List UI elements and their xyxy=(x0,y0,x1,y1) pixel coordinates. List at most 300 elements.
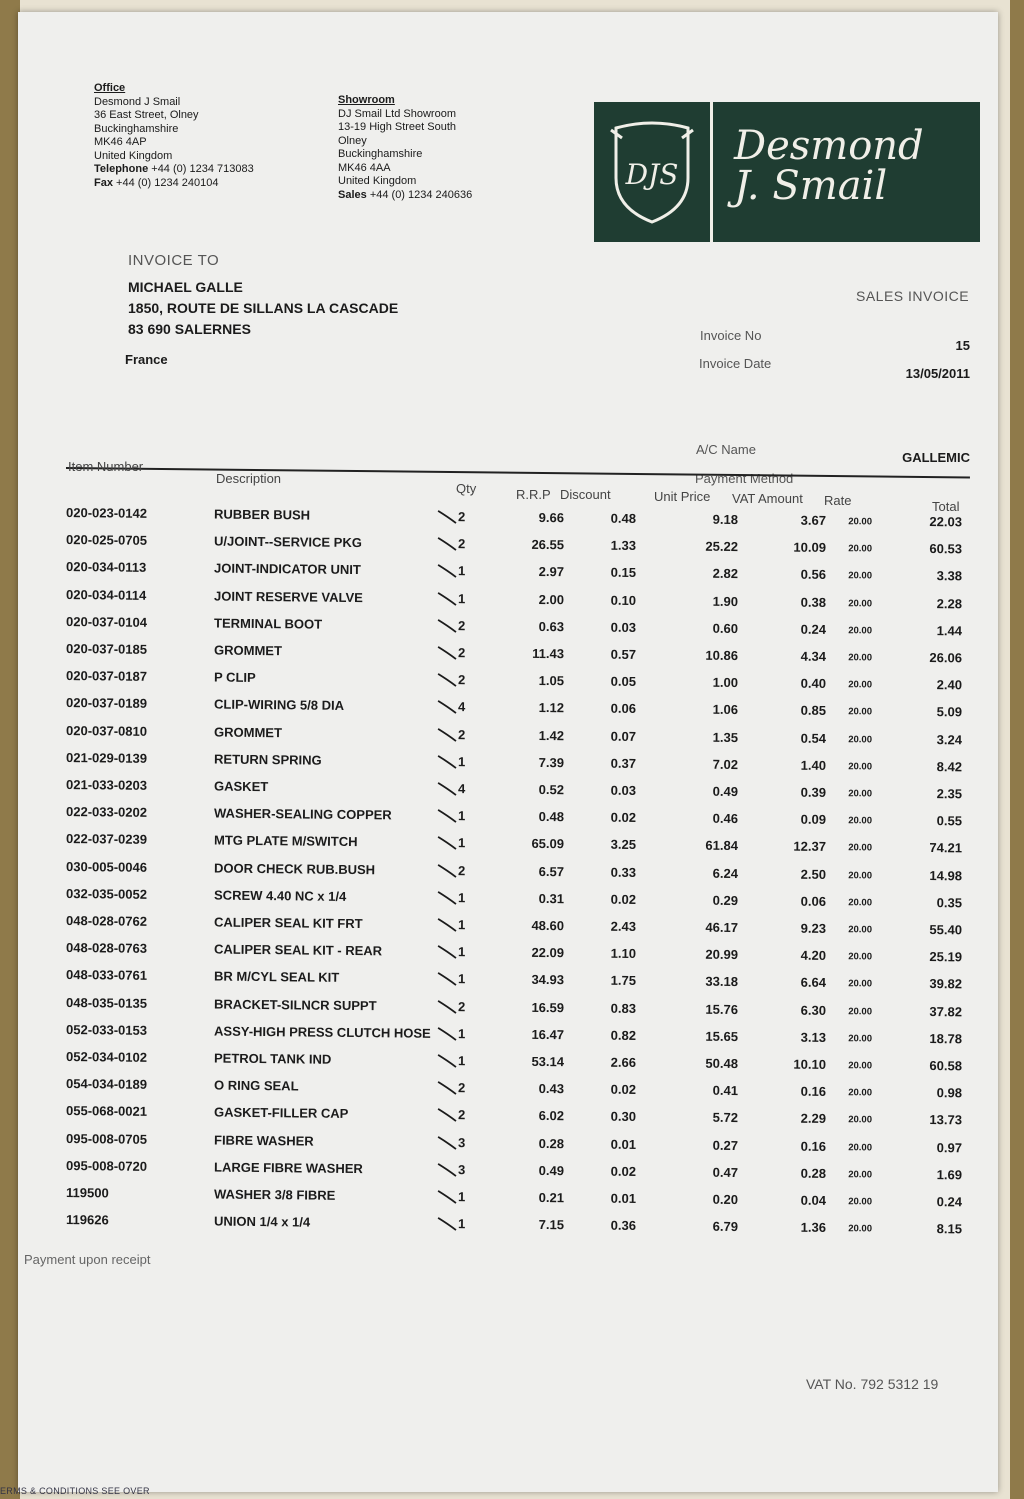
unit-price-cell: 0.60 xyxy=(712,620,739,636)
item-number-cell: 020-037-0104 xyxy=(65,613,148,630)
checkmark-icon xyxy=(436,561,464,583)
vat-rate-cell: 20.00 xyxy=(848,1114,873,1126)
description-cell: LARGE FIBRE WASHER xyxy=(213,1159,363,1176)
description-cell: BRACKET-SILNCR SUPPT xyxy=(213,996,377,1013)
line-total-cell: 2.28 xyxy=(936,595,963,611)
quantity-cell: 1 xyxy=(457,590,466,606)
rrp-cell: 48.60 xyxy=(531,917,565,934)
office-line: Desmond J Smail xyxy=(94,95,181,108)
quantity-cell: 1 xyxy=(457,1216,466,1232)
vat-amount-cell: 0.56 xyxy=(800,567,827,583)
vat-amount-cell: 0.38 xyxy=(800,594,827,610)
vat-amount-cell: 12.37 xyxy=(793,839,827,855)
vat-amount-cell: 6.64 xyxy=(800,975,827,991)
description-cell: GASKET xyxy=(213,778,269,795)
quantity-cell: 2 xyxy=(457,998,466,1014)
checkmark-icon xyxy=(436,860,464,882)
discount-cell: 0.07 xyxy=(610,728,637,744)
line-total-cell: 26.06 xyxy=(929,650,963,666)
item-number-cell: 020-034-0113 xyxy=(65,559,147,576)
company-name: Desmond J. Smail xyxy=(734,123,924,209)
vat-rate-cell: 20.00 xyxy=(848,706,873,718)
vat-rate-cell: 20.00 xyxy=(848,1005,873,1018)
line-total-cell: 0.55 xyxy=(936,813,963,829)
description-cell: WASHER-SEALING COPPER xyxy=(213,805,392,823)
invoice-no-value: 15 xyxy=(955,338,970,353)
vat-amount-cell: 1.40 xyxy=(800,757,827,773)
vat-rate-cell: 20.00 xyxy=(848,951,873,963)
checkmark-icon xyxy=(436,534,464,556)
invoice-date-label: Invoice Date xyxy=(699,356,772,371)
discount-cell: 0.36 xyxy=(610,1217,637,1234)
description-cell: O RING SEAL xyxy=(213,1077,299,1094)
vat-rate-cell: 20.00 xyxy=(848,869,873,882)
rrp-cell: 0.28 xyxy=(538,1135,565,1151)
unit-price-cell: 5.72 xyxy=(712,1110,739,1126)
discount-cell: 0.33 xyxy=(610,864,637,880)
unit-price-cell: 50.48 xyxy=(705,1055,739,1072)
description-cell: JOINT RESERVE VALVE xyxy=(213,588,363,605)
item-number-cell: 020-037-0810 xyxy=(65,722,148,739)
rrp-cell: 65.09 xyxy=(531,836,565,852)
checkmark-icon xyxy=(436,1024,464,1046)
vat-rate-cell: 20.00 xyxy=(848,1060,873,1072)
quantity-cell: 2 xyxy=(457,862,466,878)
vat-rate-cell: 20.00 xyxy=(848,597,873,610)
vat-amount-cell: 1.36 xyxy=(800,1219,827,1236)
item-number-cell: 030-005-0046 xyxy=(65,858,148,875)
unit-price-cell: 0.27 xyxy=(712,1137,739,1153)
unit-price-cell: 0.20 xyxy=(712,1191,739,1208)
unit-price-cell: 15.76 xyxy=(705,1001,739,1017)
rrp-cell: 16.47 xyxy=(531,1026,565,1043)
vat-rate-cell: 20.00 xyxy=(848,1223,873,1235)
quantity-cell: 3 xyxy=(457,1134,466,1150)
description-cell: FIBRE WASHER xyxy=(213,1132,314,1149)
discount-cell: 0.82 xyxy=(610,1027,637,1043)
rrp-cell: 7.39 xyxy=(538,754,565,771)
description-cell: TERMINAL BOOT xyxy=(213,615,323,632)
item-number-cell: 048-035-0135 xyxy=(65,994,148,1011)
col-header-qty: Qty xyxy=(456,481,477,496)
showroom-line: MK46 4AA xyxy=(338,161,391,174)
unit-price-cell: 15.65 xyxy=(705,1028,739,1044)
line-total-cell: 5.09 xyxy=(936,704,963,720)
line-total-cell: 60.58 xyxy=(929,1058,963,1074)
rrp-cell: 26.55 xyxy=(531,537,565,553)
item-number-cell: 022-037-0239 xyxy=(65,831,148,848)
item-number-cell: 119626 xyxy=(65,1212,109,1228)
office-line: MK46 4AP xyxy=(94,136,147,148)
vat-amount-cell: 0.09 xyxy=(800,811,827,828)
quantity-cell: 1 xyxy=(457,808,466,824)
description-cell: BR M/CYL SEAL KIT xyxy=(213,968,340,986)
description-cell: GASKET-FILLER CAP xyxy=(213,1104,349,1122)
checkmark-icon xyxy=(436,1078,464,1100)
quantity-cell: 1 xyxy=(457,971,466,987)
item-number-cell: 119500 xyxy=(65,1185,109,1201)
unit-price-cell: 20.99 xyxy=(705,946,739,963)
rrp-cell: 7.15 xyxy=(538,1217,565,1233)
checkmark-icon xyxy=(436,888,464,910)
rrp-cell: 11.43 xyxy=(532,645,565,662)
vat-amount-cell: 0.16 xyxy=(800,1138,827,1154)
rrp-cell: 0.49 xyxy=(538,1162,565,1179)
col-header-item: Item Number xyxy=(68,459,144,474)
rrp-cell: 0.43 xyxy=(538,1081,565,1097)
unit-price-cell: 1.90 xyxy=(712,593,739,609)
payment-method-label: Payment Method xyxy=(695,471,794,486)
line-total-cell: 39.82 xyxy=(929,976,963,992)
line-total-cell: 1.44 xyxy=(936,622,963,639)
showroom-line: Buckinghamshire xyxy=(338,148,423,160)
quantity-cell: 1 xyxy=(457,835,466,851)
invoice-page xyxy=(18,12,998,1492)
discount-cell: 1.10 xyxy=(610,945,637,962)
item-number-cell: 032-035-0052 xyxy=(65,885,148,902)
description-cell: CLIP-WIRING 5/8 DIA xyxy=(213,696,345,714)
discount-cell: 0.02 xyxy=(610,891,637,907)
rrp-cell: 6.02 xyxy=(538,1108,565,1124)
vat-amount-cell: 10.09 xyxy=(793,539,827,556)
unit-price-cell: 1.35 xyxy=(712,729,739,745)
payment-note: Payment upon receipt xyxy=(24,1252,151,1267)
col-header-description: Description xyxy=(216,471,282,486)
quantity-cell: 1 xyxy=(457,563,466,579)
unit-price-cell: 6.79 xyxy=(712,1218,739,1235)
line-total-cell: 22.03 xyxy=(929,514,963,530)
unit-price-cell: 33.18 xyxy=(705,974,739,990)
unit-price-cell: 0.46 xyxy=(712,810,739,827)
invoice-date-value: 13/05/2011 xyxy=(905,366,970,381)
unit-price-cell: 10.86 xyxy=(705,647,739,664)
checkmark-icon xyxy=(436,806,464,828)
checkmark-icon xyxy=(436,752,464,774)
line-total-cell: 8.42 xyxy=(936,758,963,775)
discount-cell: 3.25 xyxy=(610,837,637,853)
unit-price-cell: 2.82 xyxy=(712,566,739,582)
item-number-cell: 095-008-0720 xyxy=(65,1157,148,1174)
discount-cell: 1.33 xyxy=(610,537,637,554)
quantity-cell: 2 xyxy=(457,617,466,633)
unit-price-cell: 0.47 xyxy=(712,1164,739,1180)
col-header-rrp: R.R.P xyxy=(516,487,551,502)
col-header-discount: Discount xyxy=(560,487,611,502)
discount-cell: 0.02 xyxy=(610,809,637,826)
col-header-vat-amount: VAT Amount xyxy=(732,491,803,506)
quantity-cell: 1 xyxy=(457,889,466,905)
item-number-cell: 054-034-0189 xyxy=(65,1076,148,1093)
vat-rate-cell: 20.00 xyxy=(848,652,873,664)
discount-cell: 0.01 xyxy=(610,1136,637,1152)
discount-cell: 0.03 xyxy=(610,619,637,635)
unit-price-cell: 61.84 xyxy=(705,838,739,854)
discount-cell: 0.05 xyxy=(610,673,637,690)
terms-footer-text: ERMS & CONDITIONS SEE OVER xyxy=(0,1486,150,1496)
item-number-cell: 021-029-0139 xyxy=(65,749,148,766)
vat-amount-cell: 0.39 xyxy=(800,784,827,800)
line-total-cell: 2.40 xyxy=(936,677,963,693)
unit-price-cell: 9.18 xyxy=(712,511,739,528)
discount-cell: 0.03 xyxy=(610,782,637,798)
description-cell: UNION 1/4 x 1/4 xyxy=(213,1213,311,1230)
checkmark-icon xyxy=(436,643,464,665)
line-total-cell: 60.53 xyxy=(929,541,963,557)
vat-rate-cell: 20.00 xyxy=(848,978,873,990)
office-line: United Kingdom xyxy=(94,149,173,162)
vat-amount-cell: 4.34 xyxy=(800,648,827,664)
vat-rate-cell: 20.00 xyxy=(848,896,873,909)
discount-cell: 0.30 xyxy=(610,1109,637,1125)
vat-rate-cell: 20.00 xyxy=(848,924,873,936)
ac-name-value: GALLEMIC xyxy=(902,450,970,465)
description-cell: U/JOINT--SERVICE PKG xyxy=(213,533,362,551)
rrp-cell: 34.93 xyxy=(531,972,565,988)
office-line: 36 East Street, Olney xyxy=(94,109,199,121)
showroom-line: DJ Smail Ltd Showroom xyxy=(338,107,456,120)
vat-rate-cell: 20.00 xyxy=(848,842,873,854)
checkmark-icon xyxy=(436,507,464,529)
vat-amount-cell: 2.50 xyxy=(800,866,827,882)
vat-amount-cell: 0.04 xyxy=(800,1192,827,1208)
vat-rate-cell: 20.00 xyxy=(848,624,873,637)
vat-rate-cell: 20.00 xyxy=(848,543,873,555)
rrp-cell: 1.12 xyxy=(538,700,565,716)
line-total-cell: 0.35 xyxy=(936,894,963,911)
checkmark-icon xyxy=(436,942,464,964)
description-cell: GROMMET xyxy=(213,724,283,740)
discount-cell: 0.15 xyxy=(610,565,637,581)
quantity-cell: 2 xyxy=(457,1080,466,1096)
item-number-cell: 055-068-0021 xyxy=(65,1103,148,1120)
description-cell: RUBBER BUSH xyxy=(213,506,311,523)
vat-amount-cell: 0.40 xyxy=(800,675,827,692)
discount-cell: 0.57 xyxy=(610,646,637,662)
vat-amount-cell: 9.23 xyxy=(800,920,827,936)
description-cell: CALIPER SEAL KIT FRT xyxy=(213,914,363,932)
discount-cell: 0.10 xyxy=(610,592,637,608)
description-cell: CALIPER SEAL KIT - REAR xyxy=(213,941,383,959)
showroom-address xyxy=(338,94,472,202)
item-number-cell: 048-028-0763 xyxy=(65,940,148,957)
line-total-cell: 0.98 xyxy=(936,1085,963,1101)
quantity-cell: 1 xyxy=(457,1053,466,1069)
unit-price-cell: 7.02 xyxy=(712,756,739,772)
item-number-cell: 052-033-0153 xyxy=(65,1021,148,1038)
checkmark-icon xyxy=(436,1160,464,1182)
vat-amount-cell: 10.10 xyxy=(793,1056,827,1072)
vat-rate-cell: 20.00 xyxy=(848,788,873,800)
vat-rate-cell: 20.00 xyxy=(848,1196,873,1208)
checkmark-icon xyxy=(436,697,464,719)
line-total-cell: 25.19 xyxy=(929,949,963,965)
rrp-cell: 22.09 xyxy=(531,945,565,961)
quantity-cell: 1 xyxy=(457,917,466,933)
quantity-cell: 1 xyxy=(457,1189,466,1205)
vat-amount-cell: 3.13 xyxy=(800,1029,827,1045)
rrp-cell: 1.42 xyxy=(538,727,565,743)
line-total-cell: 0.97 xyxy=(936,1139,963,1155)
discount-cell: 0.01 xyxy=(610,1190,637,1206)
office-telephone: Telephone +44 (0) 1234 713083 xyxy=(94,163,254,175)
document-title: SALES INVOICE xyxy=(856,288,970,304)
invoice-to-address: MICHAEL GALLE 1850, ROUTE DE SILLANS LA CASCADE 83 690 SALERNES xyxy=(128,279,399,337)
description-cell: MTG PLATE M/SWITCH xyxy=(213,832,358,850)
rrp-cell: 53.14 xyxy=(531,1053,565,1070)
quantity-cell: 2 xyxy=(457,645,466,661)
invoice-no-label: Invoice No xyxy=(700,328,762,343)
description-cell: RETURN SPRING xyxy=(213,751,322,768)
vat-amount-cell: 2.29 xyxy=(800,1111,827,1127)
vat-amount-cell: 0.54 xyxy=(800,730,827,746)
quantity-cell: 1 xyxy=(457,1025,466,1041)
discount-cell: 2.43 xyxy=(610,918,637,934)
checkmark-icon xyxy=(436,779,464,801)
rrp-cell: 2.00 xyxy=(538,591,565,607)
showroom-sales: Sales +44 (0) 1234 240636 xyxy=(338,188,473,201)
item-number-cell: 020-037-0189 xyxy=(65,695,148,712)
item-number-cell: 020-023-0142 xyxy=(65,505,148,521)
rrp-cell: 2.97 xyxy=(538,564,565,580)
showroom-heading: Showroom xyxy=(338,94,395,106)
col-header-unit-price: Unit Price xyxy=(654,489,711,504)
description-cell: JOINT-INDICATOR UNIT xyxy=(213,560,361,578)
unit-price-cell: 0.49 xyxy=(712,783,739,800)
office-address xyxy=(94,82,254,190)
unit-price-cell: 1.00 xyxy=(712,674,739,691)
unit-price-cell: 0.41 xyxy=(712,1082,739,1099)
discount-cell: 2.66 xyxy=(610,1054,637,1070)
unit-price-cell: 0.29 xyxy=(712,892,739,908)
line-total-cell: 13.73 xyxy=(929,1112,963,1128)
item-number-cell: 020-025-0705 xyxy=(65,532,148,549)
quantity-cell: 4 xyxy=(457,699,466,715)
checkmark-icon xyxy=(436,616,464,638)
office-fax: Fax +44 (0) 1234 240104 xyxy=(94,176,219,189)
item-number-cell: 020-037-0185 xyxy=(65,641,148,657)
vat-rate-cell: 20.00 xyxy=(848,760,873,773)
vat-amount-cell: 0.24 xyxy=(800,621,827,637)
description-cell: PETROL TANK IND xyxy=(213,1050,332,1067)
discount-cell: 0.83 xyxy=(610,1000,637,1016)
rrp-cell: 16.59 xyxy=(531,999,565,1015)
unit-price-cell: 46.17 xyxy=(705,919,739,936)
office-line: Buckinghamshire xyxy=(94,122,179,135)
office-heading: Office xyxy=(94,82,126,94)
line-total-cell: 74.21 xyxy=(929,840,963,856)
vat-rate-cell: 20.00 xyxy=(848,1168,873,1181)
checkmark-icon xyxy=(436,670,464,692)
description-cell: ASSY-HIGH PRESS CLUTCH HOSE xyxy=(213,1023,431,1041)
vat-rate-cell: 20.00 xyxy=(848,815,873,827)
unit-price-cell: 25.22 xyxy=(705,538,739,555)
vat-amount-cell: 3.67 xyxy=(800,512,827,528)
checkmark-icon xyxy=(436,724,464,746)
checkmark-icon xyxy=(436,969,464,991)
vat-rate-cell: 20.00 xyxy=(848,1087,873,1099)
quantity-cell: 3 xyxy=(457,1161,466,1177)
checkmark-icon xyxy=(436,1105,464,1127)
col-header-rate: Rate xyxy=(824,493,852,508)
unit-price-cell: 6.24 xyxy=(712,865,739,881)
checkmark-icon xyxy=(436,1187,464,1209)
svg-text:DJS: DJS xyxy=(625,158,679,191)
quantity-cell: 1 xyxy=(457,944,466,960)
checkmark-icon xyxy=(436,588,464,610)
item-number-cell: 052-034-0102 xyxy=(65,1049,148,1065)
vat-rate-cell: 20.00 xyxy=(848,733,873,746)
quantity-cell: 2 xyxy=(457,509,466,525)
checkmark-icon xyxy=(436,1214,464,1236)
item-number-cell: 020-034-0114 xyxy=(65,586,147,603)
rrp-cell: 6.57 xyxy=(538,863,565,879)
line-total-cell: 3.24 xyxy=(936,731,963,747)
showroom-line: Olney xyxy=(338,134,367,147)
company-logo xyxy=(594,102,980,242)
vat-amount-cell: 4.20 xyxy=(800,947,827,964)
rrp-cell: 0.21 xyxy=(538,1189,565,1206)
discount-cell: 0.06 xyxy=(610,701,637,717)
line-total-cell: 2.35 xyxy=(936,786,963,802)
unit-price-cell: 1.06 xyxy=(712,702,739,718)
checkmark-icon xyxy=(436,996,464,1018)
description-cell: P CLIP xyxy=(213,669,256,686)
vat-amount-cell: 6.30 xyxy=(800,1002,827,1018)
item-number-cell: 022-033-0202 xyxy=(65,804,148,821)
table-header-rule xyxy=(66,467,970,478)
quantity-cell: 2 xyxy=(457,1107,466,1123)
rrp-cell: 1.05 xyxy=(538,673,565,689)
rrp-cell: 9.66 xyxy=(538,509,565,526)
discount-cell: 0.37 xyxy=(610,755,637,771)
item-number-cell: 048-028-0762 xyxy=(65,913,148,929)
vat-rate-cell: 20.00 xyxy=(848,1141,873,1154)
shield-logo-icon xyxy=(594,102,713,242)
quantity-cell: 2 xyxy=(457,536,466,552)
checkmark-icon xyxy=(436,1051,464,1073)
discount-cell: 0.02 xyxy=(610,1081,637,1098)
invoice-to-heading: INVOICE TO xyxy=(128,252,220,269)
checkmark-icon xyxy=(436,833,464,855)
rrp-cell: 0.48 xyxy=(538,809,565,825)
checkmark-icon xyxy=(436,915,464,937)
discount-cell: 0.02 xyxy=(610,1163,637,1179)
description-cell: SCREW 4.40 NC x 1/4 xyxy=(213,887,347,904)
line-total-cell: 14.98 xyxy=(929,867,963,883)
line-total-cell: 18.78 xyxy=(929,1030,963,1047)
col-header-total: Total xyxy=(932,499,960,514)
quantity-cell: 4 xyxy=(457,781,466,797)
discount-cell: 1.75 xyxy=(610,973,637,989)
item-number-cell: 048-033-0761 xyxy=(65,967,148,984)
vat-number: VAT No. 792 5312 19 xyxy=(806,1376,939,1392)
item-number-cell: 020-037-0187 xyxy=(65,668,148,685)
rrp-cell: 0.63 xyxy=(538,618,565,635)
line-total-cell: 3.38 xyxy=(936,568,963,584)
description-cell: WASHER 3/8 FIBRE xyxy=(213,1186,336,1203)
line-total-cell: 8.15 xyxy=(936,1221,963,1237)
rrp-cell: 0.31 xyxy=(538,890,565,907)
line-total-cell: 0.24 xyxy=(936,1194,963,1210)
vat-rate-cell: 20.00 xyxy=(848,1032,873,1045)
invoice-to-country: France xyxy=(125,352,168,367)
checkmark-icon xyxy=(436,1132,464,1154)
item-number-cell: 095-008-0705 xyxy=(65,1130,148,1147)
quantity-cell: 2 xyxy=(457,726,466,742)
description-cell: DOOR CHECK RUB.BUSH xyxy=(213,860,376,877)
vat-amount-cell: 0.85 xyxy=(800,703,827,719)
quantity-cell: 2 xyxy=(457,672,466,688)
